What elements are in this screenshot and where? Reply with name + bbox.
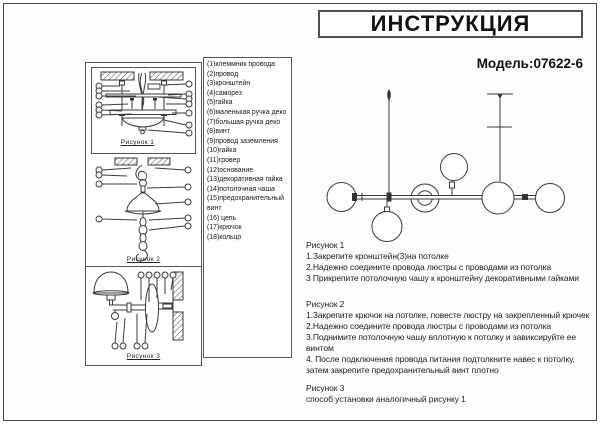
instruction-section-1 xyxy=(306,240,598,284)
parts-list-item: (2)провод xyxy=(207,70,239,78)
instruction-section-3 xyxy=(306,383,598,405)
chandelier-line-drawing xyxy=(300,88,595,246)
instruction-line: способ установки аналогичный рисунку 1 xyxy=(306,394,466,404)
instruction-line: 3 Прикрепите потолочную чашу к кронштейну декоративными гайками xyxy=(306,273,579,283)
instruction-line: 2.Надежно соедините провода люстры с проводами из потолка xyxy=(306,321,552,331)
parts-list-item: (6)маленькая ручка деко xyxy=(207,108,287,116)
section-3-title: Рисунок 3 xyxy=(306,383,345,393)
parts-list-item: (8)винт xyxy=(207,128,230,136)
parts-list-item: (3)кронштейн xyxy=(207,80,250,88)
wall-sconce-mount-diagram xyxy=(91,268,196,364)
section-1-title: Рисунок 1 xyxy=(306,240,345,250)
instruction-line: 4. После подключения провода питания подтолкните навес к потолку, затем закрепите предохранительный винт плотно xyxy=(306,354,575,375)
parts-list-panel xyxy=(203,57,292,358)
hook-chain-mount-diagram xyxy=(91,156,196,266)
instruction-line: 1.Закрепите кронштейн(3)на потолке xyxy=(306,251,449,261)
parts-list-item: (4)саморез xyxy=(207,89,242,97)
parts-list-item: (7)большая ручка деко xyxy=(207,118,281,126)
panel-divider xyxy=(86,266,201,267)
parts-list-item: (18)кольцо xyxy=(207,233,242,241)
parts-list-item: (10)гайка xyxy=(207,147,237,155)
parts-list-item: (14)потолочная чаша xyxy=(207,185,275,193)
parts-list-item: (16) цепь xyxy=(207,214,237,222)
instruction-section-2 xyxy=(306,299,598,376)
parts-list-item: (5)гайка xyxy=(207,99,233,107)
instruction-line: 1.Закрепите крючок на потолке, повесте люстру на закрепленный крючек xyxy=(306,310,590,320)
parts-list-item: (11)гровер xyxy=(207,156,241,164)
figures-panel xyxy=(85,62,202,366)
parts-list-item: (9)провод заземления xyxy=(207,137,278,145)
parts-list-item: (13)декоративная гайка xyxy=(207,176,283,184)
figure-3-label: Рисунок 3 xyxy=(126,353,161,360)
instruction-line: 3.Поднимите потолочную чашу вплотную к потолку и завиксируйте ее винтом xyxy=(306,332,577,353)
page-title: ИНСТРУКЦИЯ xyxy=(370,11,531,36)
parts-list-item: (17)крючок xyxy=(207,224,242,232)
figure-1-label: Рисунок 1 xyxy=(120,139,155,146)
instruction-line: 2.Надежно соедините провода люстры с проводами из потолка xyxy=(306,262,552,272)
instruction-title-box xyxy=(318,10,583,38)
parts-list-item: (15)предохранительный винт xyxy=(207,195,284,212)
figure-2-label: Рисунок 2 xyxy=(126,256,161,263)
parts-list-item: (12)основание xyxy=(207,166,254,174)
model-label: Модель:07622-6 xyxy=(476,56,583,71)
parts-list-item: (1)клеммник провода xyxy=(207,61,275,68)
section-2-title: Рисунок 2 xyxy=(306,299,345,309)
